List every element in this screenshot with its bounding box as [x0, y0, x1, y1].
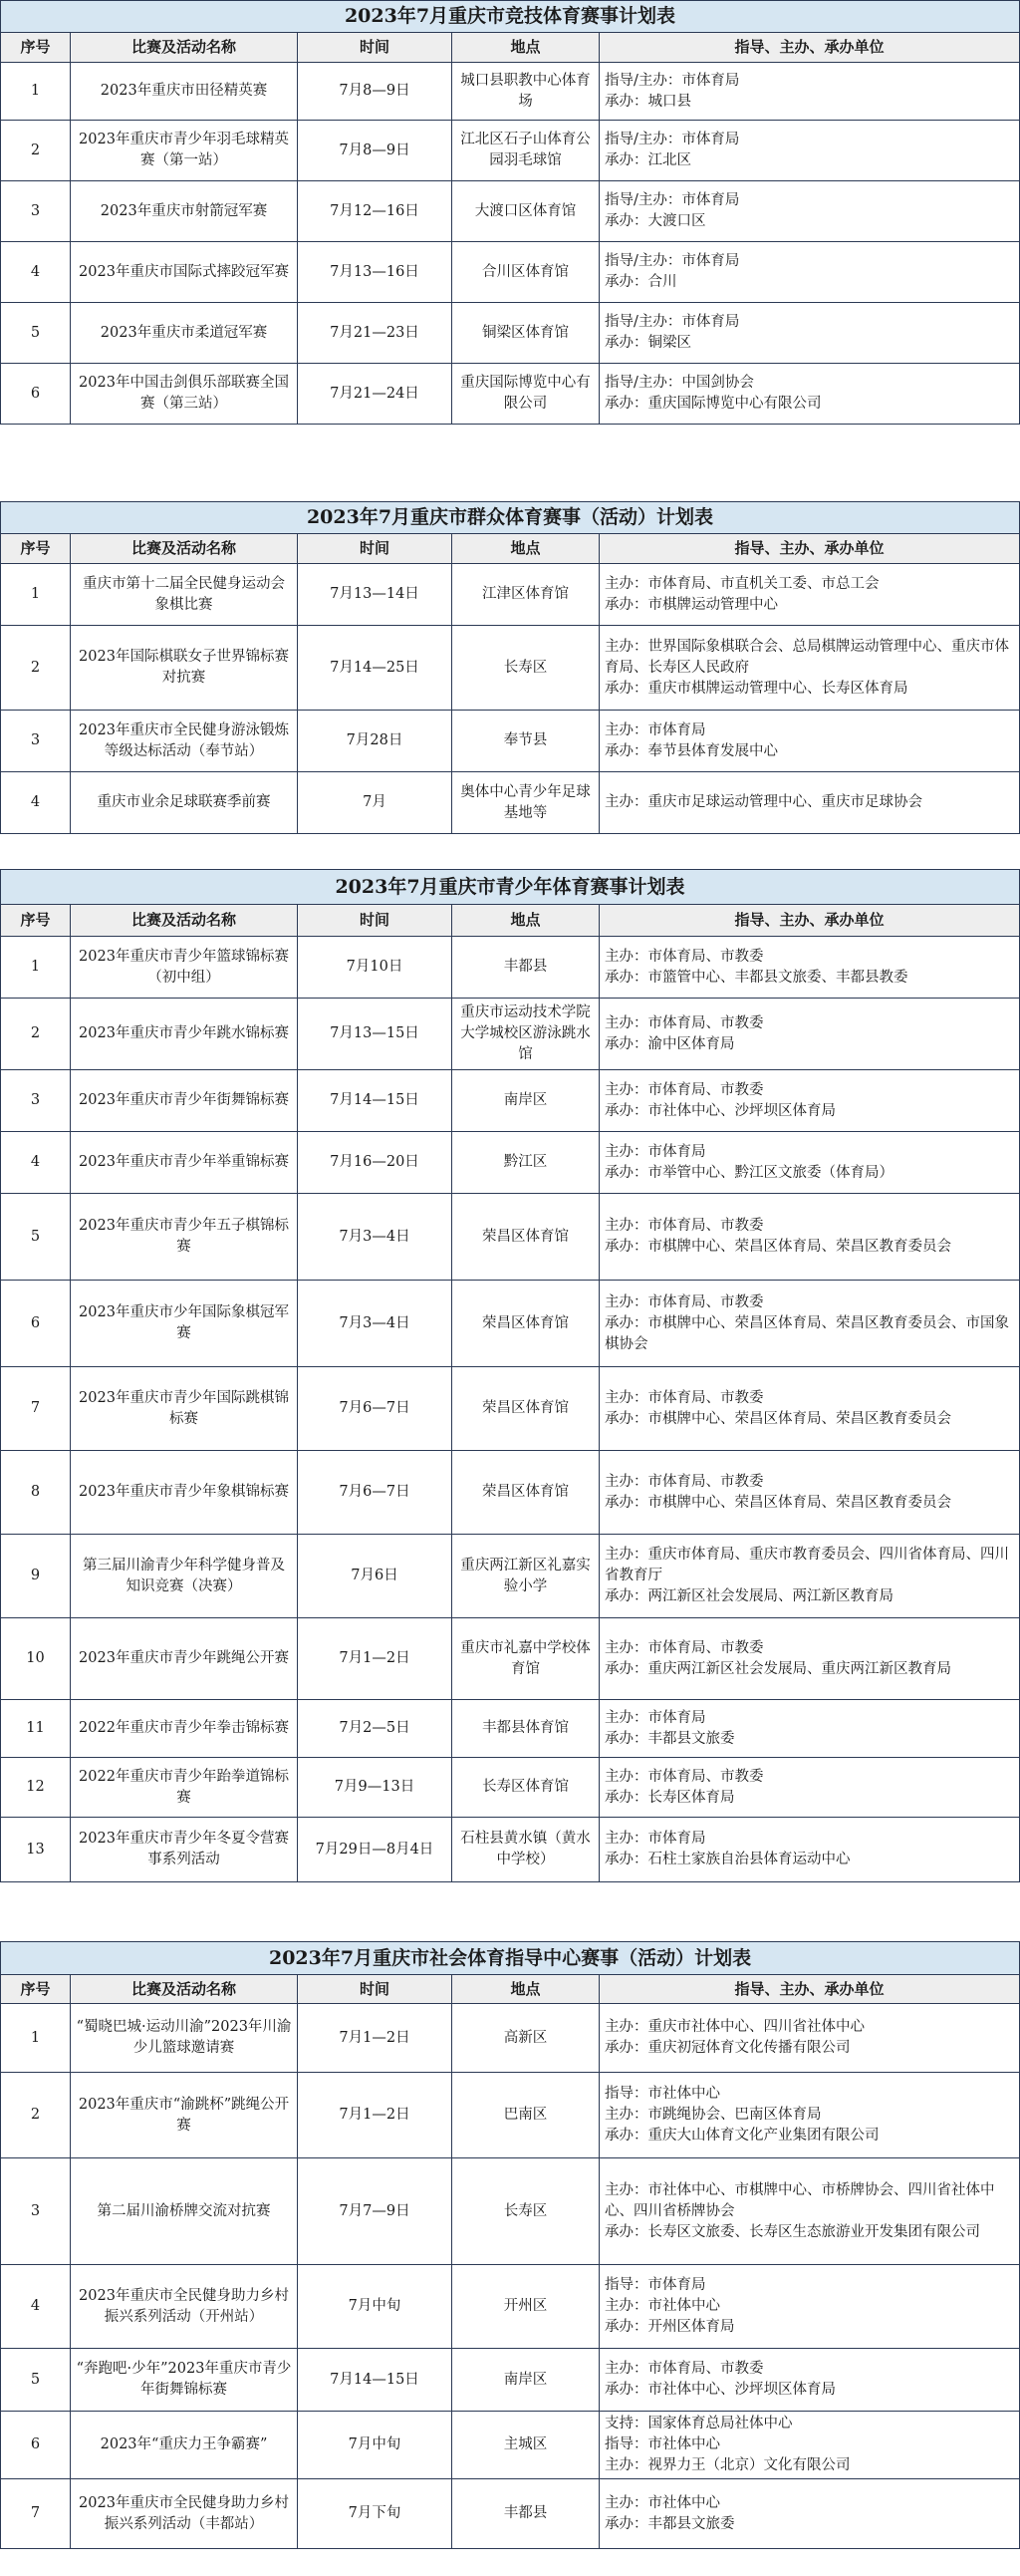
column-header: 指导、主办、承办单位 — [600, 1975, 1020, 2004]
table-row — [1, 1367, 1020, 1451]
organizer-cell: 主办：市体育局 承办：丰都县文旅委 — [600, 1700, 1020, 1758]
event-name-cell: 第三届川渝青少年科学健身普及知识竞赛（决赛） — [71, 1535, 298, 1618]
table-row — [1, 1194, 1020, 1281]
serial-cell: 6 — [1, 1281, 71, 1367]
organizer-cell: 指导/主办：中国剑协会 承办：重庆国际博览中心有限公司 — [600, 364, 1020, 425]
date-cell: 7月14—15日 — [298, 2349, 452, 2412]
table-row — [1, 2265, 1020, 2349]
organizer-cell: 主办：世界国际象棋联合会、总局棋牌运动管理中心、重庆市体育局、长寿区人民政府 承办：重庆市棋牌运动管理中心、长寿区体育局 — [600, 626, 1020, 711]
serial-cell: 13 — [1, 1818, 71, 1882]
table-row — [1, 242, 1020, 303]
event-name-cell: 2023年重庆市全民健身助力乡村振兴系列活动（丰都站） — [71, 2479, 298, 2549]
venue-cell: 重庆市礼嘉中学校体育馆 — [452, 1618, 600, 1700]
event-name-cell: 2023年重庆市青少年街舞锦标赛 — [71, 1070, 298, 1132]
table-row — [1, 2158, 1020, 2265]
serial-cell: 3 — [1, 711, 71, 772]
serial-cell: 1 — [1, 564, 71, 626]
serial-cell: 1 — [1, 63, 71, 121]
date-cell: 7月3—4日 — [298, 1281, 452, 1367]
table-row — [1, 772, 1020, 834]
column-header: 比赛及活动名称 — [71, 33, 298, 63]
table-title: 2023年7月重庆市群众体育赛事（活动）计划表 — [1, 502, 1020, 534]
venue-cell: 重庆市运动技术学院大学城校区游泳跳水馆 — [452, 999, 600, 1070]
column-header: 地点 — [452, 905, 600, 937]
organizer-cell: 主办：市体育局、市教委 承办：市棋牌中心、荣昌区体育局、荣昌区教育委员会 — [600, 1194, 1020, 1281]
date-cell: 7月8—9日 — [298, 63, 452, 121]
serial-cell: 9 — [1, 1535, 71, 1618]
table-row — [1, 303, 1020, 364]
organizer-cell: 主办：市体育局、市教委 承办：市社体中心、沙坪坝区体育局 — [600, 2349, 1020, 2412]
venue-cell: 荣昌区体育馆 — [452, 1194, 600, 1281]
serial-cell: 5 — [1, 1194, 71, 1281]
event-name-cell: 2023年重庆市青少年国际跳棋锦标赛 — [71, 1367, 298, 1451]
date-cell: 7月16—20日 — [298, 1132, 452, 1194]
event-name-cell: 2023年重庆市全民健身游泳锻炼等级达标活动（奉节站） — [71, 711, 298, 772]
date-cell: 7月6—7日 — [298, 1367, 452, 1451]
event-name-cell: 2023年“重庆力王争霸赛” — [71, 2412, 298, 2479]
event-name-cell: 2023年重庆市青少年五子棋锦标赛 — [71, 1194, 298, 1281]
date-cell: 7月14—25日 — [298, 626, 452, 711]
table-row — [1, 626, 1020, 711]
organizer-cell: 主办：市体育局、市教委 承办：市社体中心、沙坪坝区体育局 — [600, 1070, 1020, 1132]
organizer-cell: 主办：市体育局、市教委 承办：市篮管中心、丰都县文旅委、丰都县教委 — [600, 937, 1020, 999]
table-row — [1, 63, 1020, 121]
table-row — [1, 564, 1020, 626]
event-name-cell: 2023年中国击剑俱乐部联赛全国赛（第三站） — [71, 364, 298, 425]
table-title: 2023年7月重庆市竞技体育赛事计划表 — [1, 1, 1020, 33]
venue-cell: 荣昌区体育馆 — [452, 1281, 600, 1367]
organizer-cell: 支持：国家体育总局社体中心 指导：市社体中心 主办：视界力王（北京）文化有限公司 — [600, 2412, 1020, 2479]
table-row — [1, 2412, 1020, 2479]
table-row — [1, 2479, 1020, 2549]
column-header: 比赛及活动名称 — [71, 1975, 298, 2004]
table-row — [1, 1758, 1020, 1818]
table-row — [1, 1132, 1020, 1194]
column-header: 比赛及活动名称 — [71, 534, 298, 564]
serial-cell: 6 — [1, 2412, 71, 2479]
organizer-cell: 指导/主办：市体育局 承办：江北区 — [600, 121, 1020, 181]
date-cell: 7月7—9日 — [298, 2158, 452, 2265]
serial-cell: 4 — [1, 2265, 71, 2349]
serial-cell: 5 — [1, 303, 71, 364]
venue-cell: 黔江区 — [452, 1132, 600, 1194]
event-name-cell: 2023年重庆市青少年跳绳公开赛 — [71, 1618, 298, 1700]
date-cell: 7月2—5日 — [298, 1700, 452, 1758]
event-name-cell: 2023年重庆市青少年冬夏令营赛事系列活动 — [71, 1818, 298, 1882]
organizer-cell: 主办：市体育局、市直机关工委、市总工会 承办：市棋牌运动管理中心 — [600, 564, 1020, 626]
venue-cell: 主城区 — [452, 2412, 600, 2479]
table-title: 2023年7月重庆市青少年体育赛事计划表 — [1, 870, 1020, 905]
table-row — [1, 2004, 1020, 2073]
serial-cell: 11 — [1, 1700, 71, 1758]
organizer-cell: 主办：市体育局、市教委 承办：市棋牌中心、荣昌区体育局、荣昌区教育委员会 — [600, 1451, 1020, 1535]
event-name-cell: 第二届川渝桥牌交流对抗赛 — [71, 2158, 298, 2265]
date-cell: 7月8—9日 — [298, 121, 452, 181]
date-cell: 7月12—16日 — [298, 181, 452, 242]
serial-cell: 7 — [1, 1367, 71, 1451]
venue-cell: 丰都县 — [452, 937, 600, 999]
organizer-cell: 主办：市体育局、市教委 承办：重庆两江新区社会发展局、重庆两江新区教育局 — [600, 1618, 1020, 1700]
serial-cell: 5 — [1, 2349, 71, 2412]
organizer-cell: 主办：重庆市足球运动管理中心、重庆市足球协会 — [600, 772, 1020, 834]
venue-cell: 合川区体育馆 — [452, 242, 600, 303]
table-row — [1, 1451, 1020, 1535]
youth-sports-table — [0, 869, 1020, 1882]
event-name-cell: “奔跑吧·少年”2023年重庆市青少年街舞锦标赛 — [71, 2349, 298, 2412]
column-header: 地点 — [452, 534, 600, 564]
serial-cell: 6 — [1, 364, 71, 425]
venue-cell: 长寿区 — [452, 626, 600, 711]
date-cell: 7月6日 — [298, 1535, 452, 1618]
event-name-cell: 重庆市业余足球联赛季前赛 — [71, 772, 298, 834]
table-row — [1, 711, 1020, 772]
column-header: 比赛及活动名称 — [71, 905, 298, 937]
serial-cell: 3 — [1, 181, 71, 242]
organizer-cell: 指导/主办：市体育局 承办：铜梁区 — [600, 303, 1020, 364]
venue-cell: 重庆国际博览中心有限公司 — [452, 364, 600, 425]
table-row — [1, 1618, 1020, 1700]
date-cell: 7月13—14日 — [298, 564, 452, 626]
column-header: 序号 — [1, 33, 71, 63]
venue-cell: 奉节县 — [452, 711, 600, 772]
organizer-cell: 主办：重庆市社体中心、四川省社体中心 承办：重庆初冠体育文化传播有限公司 — [600, 2004, 1020, 2073]
table-row — [1, 1070, 1020, 1132]
column-header: 地点 — [452, 33, 600, 63]
column-header: 序号 — [1, 534, 71, 564]
organizer-cell: 指导：市体育局 主办：市社体中心 承办：开州区体育局 — [600, 2265, 1020, 2349]
date-cell: 7月下旬 — [298, 2479, 452, 2549]
table-title: 2023年7月重庆市社会体育指导中心赛事（活动）计划表 — [1, 1942, 1020, 1975]
serial-cell: 2 — [1, 121, 71, 181]
date-cell: 7月1—2日 — [298, 2004, 452, 2073]
date-cell: 7月21—24日 — [298, 364, 452, 425]
column-header: 时间 — [298, 33, 452, 63]
event-name-cell: 2023年重庆市柔道冠军赛 — [71, 303, 298, 364]
event-name-cell: 2023年重庆市青少年篮球锦标赛（初中组） — [71, 937, 298, 999]
serial-cell: 4 — [1, 242, 71, 303]
venue-cell: 开州区 — [452, 2265, 600, 2349]
date-cell: 7月3—4日 — [298, 1194, 452, 1281]
date-cell: 7月21—23日 — [298, 303, 452, 364]
venue-cell: 荣昌区体育馆 — [452, 1367, 600, 1451]
organizer-cell: 主办：市体育局、市教委 承办：长寿区体育局 — [600, 1758, 1020, 1818]
date-cell: 7月中旬 — [298, 2265, 452, 2349]
organizer-cell: 主办：市体育局、市教委 承办：市棋牌中心、荣昌区体育局、荣昌区教育委员会 — [600, 1367, 1020, 1451]
column-header: 指导、主办、承办单位 — [600, 33, 1020, 63]
table-row — [1, 999, 1020, 1070]
event-name-cell: 2023年国际棋联女子世界锦标赛对抗赛 — [71, 626, 298, 711]
serial-cell: 1 — [1, 2004, 71, 2073]
serial-cell: 3 — [1, 2158, 71, 2265]
serial-cell: 12 — [1, 1758, 71, 1818]
organizer-cell: 主办：市体育局 承办：石柱土家族自治县体育运动中心 — [600, 1818, 1020, 1882]
event-name-cell: 2023年重庆市青少年象棋锦标赛 — [71, 1451, 298, 1535]
venue-cell: 丰都县体育馆 — [452, 1700, 600, 1758]
venue-cell: 长寿区体育馆 — [452, 1758, 600, 1818]
event-name-cell: 2023年重庆市田径精英赛 — [71, 63, 298, 121]
venue-cell: 南岸区 — [452, 1070, 600, 1132]
serial-cell: 7 — [1, 2479, 71, 2549]
organizer-cell: 主办：市体育局、市教委 承办：渝中区体育局 — [600, 999, 1020, 1070]
serial-cell: 2 — [1, 626, 71, 711]
serial-cell: 2 — [1, 2073, 71, 2158]
date-cell: 7月28日 — [298, 711, 452, 772]
venue-cell: 南岸区 — [452, 2349, 600, 2412]
organizer-cell: 主办：重庆市体育局、重庆市教育委员会、四川省体育局、四川省教育厅 承办：两江新区社会发展局、两江新区教育局 — [600, 1535, 1020, 1618]
date-cell: 7月1—2日 — [298, 1618, 452, 1700]
table-row — [1, 937, 1020, 999]
event-name-cell: 2022年重庆市青少年拳击锦标赛 — [71, 1700, 298, 1758]
organizer-cell: 主办：市体育局 承办：奉节县体育发展中心 — [600, 711, 1020, 772]
date-cell: 7月6—7日 — [298, 1451, 452, 1535]
organizer-cell: 主办：市社体中心 承办：丰都县文旅委 — [600, 2479, 1020, 2549]
table-row — [1, 1535, 1020, 1618]
table-row — [1, 1700, 1020, 1758]
date-cell: 7月13—15日 — [298, 999, 452, 1070]
organizer-cell: 主办：市社体中心、市棋牌中心、市桥牌协会、四川省社体中心、四川省桥牌协会 承办：长寿区文旅委、长寿区生态旅游业开发集团有限公司 — [600, 2158, 1020, 2265]
venue-cell: 江北区石子山体育公园羽毛球馆 — [452, 121, 600, 181]
venue-cell: 巴南区 — [452, 2073, 600, 2158]
column-header: 指导、主办、承办单位 — [600, 534, 1020, 564]
organizer-cell: 主办：市体育局 承办：市举管中心、黔江区文旅委（体育局） — [600, 1132, 1020, 1194]
date-cell: 7月29日—8月4日 — [298, 1818, 452, 1882]
venue-cell: 江津区体育馆 — [452, 564, 600, 626]
organizer-cell: 指导/主办：市体育局 承办：大渡口区 — [600, 181, 1020, 242]
event-name-cell: 2023年重庆市国际式摔跤冠军赛 — [71, 242, 298, 303]
mass-sports-table — [0, 501, 1020, 834]
venue-cell: 长寿区 — [452, 2158, 600, 2265]
event-name-cell: 2023年重庆市青少年举重锦标赛 — [71, 1132, 298, 1194]
event-name-cell: 2022年重庆市青少年跆拳道锦标赛 — [71, 1758, 298, 1818]
date-cell: 7月中旬 — [298, 2412, 452, 2479]
event-name-cell: 2023年重庆市射箭冠军赛 — [71, 181, 298, 242]
table-row — [1, 2073, 1020, 2158]
venue-cell: 奥体中心青少年足球基地等 — [452, 772, 600, 834]
serial-cell: 1 — [1, 937, 71, 999]
table-row — [1, 121, 1020, 181]
event-name-cell: 2023年重庆市少年国际象棋冠军赛 — [71, 1281, 298, 1367]
column-header: 指导、主办、承办单位 — [600, 905, 1020, 937]
date-cell: 7月1—2日 — [298, 2073, 452, 2158]
column-header: 时间 — [298, 905, 452, 937]
column-header: 序号 — [1, 1975, 71, 2004]
event-name-cell: 2023年重庆市青少年跳水锦标赛 — [71, 999, 298, 1070]
serial-cell: 4 — [1, 1132, 71, 1194]
event-name-cell: 重庆市第十二届全民健身运动会象棋比赛 — [71, 564, 298, 626]
venue-cell: 石柱县黄水镇（黄水中学校） — [452, 1818, 600, 1882]
serial-cell: 8 — [1, 1451, 71, 1535]
organizer-cell: 指导/主办：市体育局 承办：合川 — [600, 242, 1020, 303]
date-cell: 7月14—15日 — [298, 1070, 452, 1132]
venue-cell: 丰都县 — [452, 2479, 600, 2549]
column-header: 地点 — [452, 1975, 600, 2004]
date-cell: 7月9—13日 — [298, 1758, 452, 1818]
venue-cell: 大渡口区体育馆 — [452, 181, 600, 242]
event-name-cell: 2023年重庆市“渝跳杯”跳绳公开赛 — [71, 2073, 298, 2158]
organizer-cell: 指导/主办：市体育局 承办：城口县 — [600, 63, 1020, 121]
date-cell: 7月10日 — [298, 937, 452, 999]
column-header: 时间 — [298, 534, 452, 564]
venue-cell: 高新区 — [452, 2004, 600, 2073]
table-row — [1, 1281, 1020, 1367]
serial-cell: 2 — [1, 999, 71, 1070]
table-row — [1, 1818, 1020, 1882]
date-cell: 7月13—16日 — [298, 242, 452, 303]
event-name-cell: “蜀晓巴城·运动川渝”2023年川渝少儿篮球邀请赛 — [71, 2004, 298, 2073]
serial-cell: 3 — [1, 1070, 71, 1132]
venue-cell: 重庆两江新区礼嘉实验小学 — [452, 1535, 600, 1618]
table-row — [1, 2349, 1020, 2412]
table-row — [1, 181, 1020, 242]
column-header: 时间 — [298, 1975, 452, 2004]
serial-cell: 10 — [1, 1618, 71, 1700]
venue-cell: 城口县职教中心体育场 — [452, 63, 600, 121]
organizer-cell: 指导：市社体中心 主办：市跳绳协会、巴南区体育局 承办：重庆大山体育文化产业集团有限公司 — [600, 2073, 1020, 2158]
social-sports-center-table — [0, 1941, 1020, 2549]
event-name-cell: 2023年重庆市全民健身助力乡村振兴系列活动（开州站） — [71, 2265, 298, 2349]
column-header: 序号 — [1, 905, 71, 937]
date-cell: 7月 — [298, 772, 452, 834]
venue-cell: 铜梁区体育馆 — [452, 303, 600, 364]
competitive-sports-table — [0, 0, 1020, 425]
table-row — [1, 364, 1020, 425]
serial-cell: 4 — [1, 772, 71, 834]
event-name-cell: 2023年重庆市青少年羽毛球精英赛（第一站） — [71, 121, 298, 181]
organizer-cell: 主办：市体育局、市教委 承办：市棋牌中心、荣昌区体育局、荣昌区教育委员会、市国象棋协会 — [600, 1281, 1020, 1367]
venue-cell: 荣昌区体育馆 — [452, 1451, 600, 1535]
